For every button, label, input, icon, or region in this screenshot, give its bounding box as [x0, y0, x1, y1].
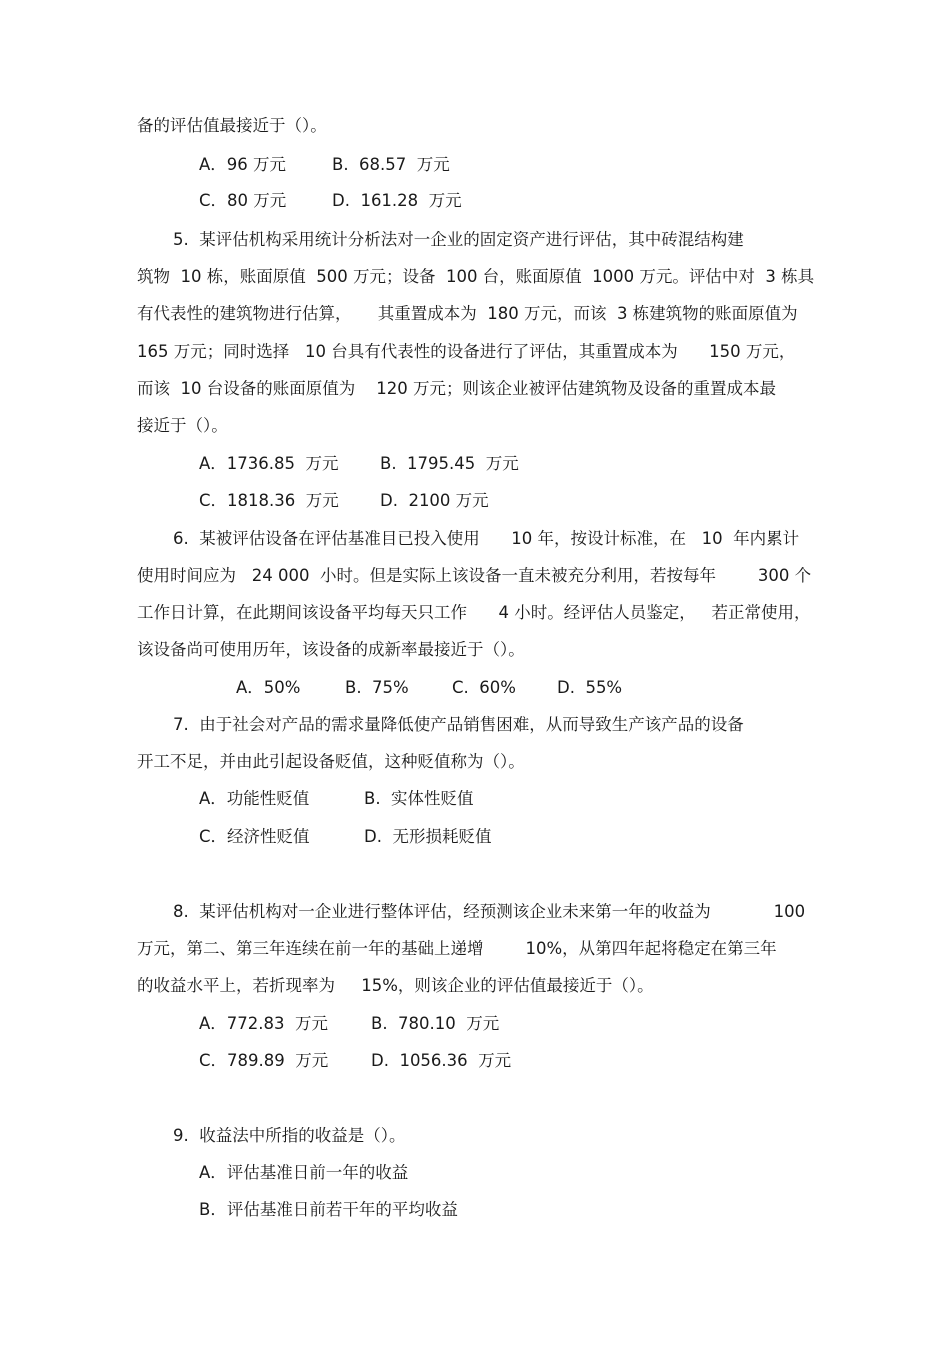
question-8-line-2: 万元，第二、第三年连续在前一年的基础上递增 10%，从第四年起将稳定在第三年	[137, 939, 777, 958]
question-6-line-1: 6. 某被评估设备在评估基准目已投入使用 10 年，按设计标准，在 10 年内累计	[173, 529, 800, 548]
question-8-option-a: A．772.83 万元	[199, 1014, 329, 1033]
question-5-line-5: 而该 10 台设备的账面原值为 120 万元；则该企业被评估建筑物及设备的重置成本最	[137, 379, 776, 398]
question-6-line-2: 使用时间应为 24 000 小时。但是实际上该设备一直未被充分利用，若按每年 300 个	[137, 566, 812, 585]
question-5-option-a: A．1736.85 万元	[199, 454, 339, 473]
question-4-option-a: A．96 万元	[199, 155, 287, 174]
question-6-line-4: 该设备尚可使用历年，该设备的成新率最接近于（）。	[137, 640, 525, 659]
question-8-line-1: 8. 某评估机构对一企业进行整体评估，经预测该企业未来第一年的收益为 100	[173, 902, 806, 921]
question-9-line-1: 9. 收益法中所指的收益是（）。	[173, 1126, 406, 1145]
question-5-line-3: 有代表性的建筑物进行估算， 其重置成本为 180 万元，而该 3 栋建筑物的账面原值为	[137, 304, 798, 323]
question-8-line-3: 的收益水平上，若折现率为 15%，则该企业的评估值最接近于（）。	[137, 976, 654, 995]
question-7-line-2: 开工不足，并由此引起设备贬值，这种贬值称为（）。	[137, 752, 525, 771]
question-5-line-1: 5. 某评估机构采用统计分析法对一企业的固定资产进行评估，其中砖混结构建	[173, 230, 744, 249]
question-6-option-b: B. 75%	[345, 678, 409, 697]
question-9-option-a: A．评估基准日前一年的收益	[199, 1163, 409, 1182]
question-5-line-4: 165 万元；同时选择 10 台具有代表性的设备进行了评估，其重置成本为 150 万元，	[137, 342, 796, 361]
question-4-option-d: D. 161.28 万元	[332, 191, 462, 210]
question-6-option-d: D. 55%	[557, 678, 623, 697]
question-8-option-d: D. 1056.36 万元	[371, 1051, 512, 1070]
question-6-option-a: A．50%	[236, 678, 301, 697]
question-5-option-d: D. 2100 万元	[380, 491, 489, 510]
question-4-option-b: B. 68.57 万元	[332, 155, 450, 174]
question-6-option-c: C. 60%	[452, 678, 516, 697]
question-7-option-b: B. 实体性贬值	[364, 789, 474, 808]
question-5-option-c: C．1818.36 万元	[199, 491, 339, 510]
question-8-option-b: B. 780.10 万元	[371, 1014, 500, 1033]
question-5-option-b: B. 1795.45 万元	[380, 454, 519, 473]
question-4-stem-end: 备的评估值最接近于（）。	[137, 116, 327, 135]
question-7-option-a: A．功能性贬值	[199, 789, 310, 808]
question-5-line-6: 接近于（）。	[137, 416, 228, 435]
question-4-option-c: C．80 万元	[199, 191, 287, 210]
question-7-option-d: D. 无形损耗贬值	[364, 827, 492, 846]
question-8-option-c: C．789.89 万元	[199, 1051, 329, 1070]
question-9-option-b: B．评估基准日前若干年的平均收益	[199, 1200, 458, 1219]
question-7-line-1: 7. 由于社会对产品的需求量降低使产品销售困难，从而导致生产该产品的设备	[173, 715, 744, 734]
question-5-line-2: 筑物 10 栋，账面原值 500 万元；设备 100 台，账面原值 1000 万元。评估中对 3 栋具	[137, 267, 815, 286]
question-7-option-c: C．经济性贬值	[199, 827, 310, 846]
question-6-line-3: 工作日计算，在此期间该设备平均每天只工作 4 小时。经评估人员鉴定， 若正常使用，	[137, 603, 811, 622]
